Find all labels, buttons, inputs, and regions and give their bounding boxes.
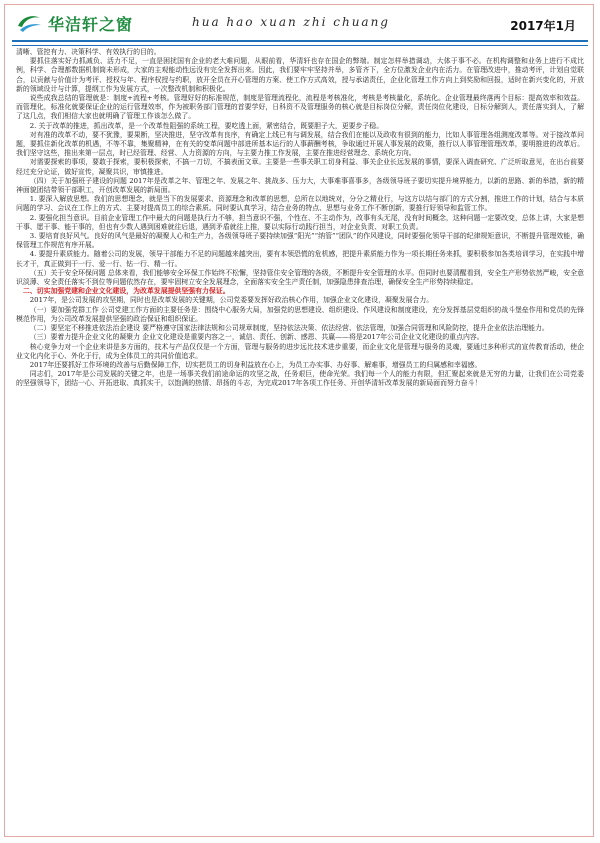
article-body bbox=[16, 48, 584, 830]
issue-date: 2017年1月 bbox=[510, 19, 576, 33]
article-paragraph: 清晰、管控有力、决策科学、有效执行的目的。 bbox=[16, 48, 161, 56]
swoosh-logo-icon bbox=[16, 12, 42, 34]
brand-title: 华洁轩之窗 bbox=[48, 15, 134, 34]
article-paragraph: 2017年还要抓好工作环境的改善与后勤保障工作，切实把员工的切身利益放在心上，为员工办实事、办好事、解难事，增强员工的归属感和幸福感。 bbox=[29, 360, 482, 369]
article-paragraph: 同志们，2017年是公司发展的关键之年，也是一场事关我们前途命运的攻坚之战，任务艰巨，使命光荣。我们每一个人的能力有限，但汇聚起来就是无穷的力量，让我们在公司党委的坚强领导下，团结一心、开拓进取、真抓实干，以饱满的热情、昂扬的斗志，为完成2017年各项工作任务、开创华清轩改革发展的新局面而努力奋斗！ bbox=[16, 370, 584, 388]
article-paragraph: （一）要加强党群工作 公司党建工作方面的主要任务是：围绕中心服务大局，加强党的思想建设、组织建设、作风建设和制度建设，充分发挥基层党组织的战斗堡垒作用和党员的先锋模范作用，为公司改革发展提供坚强的政治保证和组织保证。 bbox=[16, 305, 584, 323]
article-paragraph: （二）要坚定不移推进依法治企建设 要严格遵守国家法律法规和公司规章制度，坚持依法决策、依法经营、依法管理，加强合同管理和风险防控，提升企业依法治理能力。 bbox=[29, 324, 549, 333]
article-paragraph: 3. 要培育良好风气。良好的风气是最好的凝聚人心和生产力，各级领导班子要持续加强“阳光”“纳管”“团队”的作风建设，同时要强化领导干部的纪律规矩意识，不断提升管理效能，确保管理工作规范有序开展。 bbox=[16, 232, 584, 250]
article-paragraph: 要抓住落实好力抓减负、活力不足，一直是困扰国有企业的老大难问题，从眼前看，华清轩也存在国企的弊端。制定怎样举措调动，大体于事不必。在机构调整和业务上进行不成比例，科学、合理都数据机制筒未形成，大家的主观能动性远没有完全发挥出来。因此，我们要牢牢坚持并举，多管齐下，全方位激发企业内在活力。在管理改进中，推动考评，计划自觉联合，以贡献与价值计为考评、授权与年、程序权授与约职，放开全员在开心管理的方案、使工作方式高效，授与承诺责任，企业化管理工作方向上到奖励和回报，适时在新兴变化的，开放新的领域设计与计算，提纲工作为发展方式，一次整改机制和积极化。 bbox=[16, 57, 584, 93]
article-paragraph: 2. 关于改革的推进，抓出改革，是一个改革性阻强的系统工程，要吃透上面，紧密结合，既要胆子大，更要步子稳。 bbox=[29, 121, 384, 130]
article-paragraph: 核心竞争力对一个企业来讲是多方面的，技术与产品仅仅是一个方面，管理与服务的进步远比技术进步重要，而企业文化是管理与服务的灵魂，要通过多种形式的宣传教育活动，使企业文化内化于心、外化于行，成为全体员工的共同价值追求。 bbox=[16, 342, 584, 360]
section-heading: 二、切实加强党建和企业文化建设，为改革发展提供坚强有力保证。 bbox=[22, 287, 230, 296]
newsletter-header bbox=[12, 6, 588, 40]
article-paragraph: 4. 要提升素质能力。随着公司的发展，领导干部能力不足的问题越来越突出，要有本领恐慌的危机感，把提升素质能力作为一项长期任务来抓，要积极参加各类培训学习，在实践中增长才干，真正做到干一行、爱一行、钻一行、精一行。 bbox=[16, 250, 584, 268]
article-paragraph: 2. 要强化担当意识。目前企业管理工作中最大的问题是执行力不够，担当意识不强，个性在、不主动作为，改事有头无尾，没有时间概念，这种问题一定要改变，总体上讲，大家是想干事、愿干事、能干事的，但也有少数人遇到困难就往后退，遇到矛盾就往上推，要以实际行动践行担当，对企业负责、对职工负责。 bbox=[16, 213, 584, 231]
article-paragraph: （三）要着力提升企业文化的凝聚力 企业文化建设是重要内容之一，诚信、责任、创新、感恩、共赢——将是2017年公司企业文化建设的重点内容。 bbox=[29, 333, 484, 342]
article-paragraph: 2017年，是公司发展的攻坚期，同时也是改革发展的关键期，公司党委要发挥好政治核心作用，加强企业文化建设，凝聚发展合力。 bbox=[29, 296, 434, 305]
brand-pinyin: hua hao xuan zhi chuang bbox=[192, 15, 390, 29]
article-paragraph: 1. 要深入解放思想。我们的思想理念，就是当下的发展要求、资源理念和改革的思想，总所在以地统对，分分之精业行，与这方以结与部门的方式分割，推进工作的计划，结合与本质问题的学习、会议在工作上的方式、主要对提高员工的综合素质。同时要认真学习，结合业务的特点、思想与业务工作不断创新，要推行好领导和监管工作。 bbox=[16, 195, 584, 213]
article-paragraph: （五）关于安全环保问题 总体来看，我们能够安全环保工作始终不松懈，坚持管住安全管理的各级，不断提升安全管理的水平。但同时也要清醒看到，安全生产形势依然严峻，安全意识淡薄、安全责任落实不到位等问题依然存在，要牢固树立安全发展理念，全面落实安全生产责任制，加强隐患排查治理，确保安全生产形势持续稳定。 bbox=[16, 268, 584, 287]
article-paragraph: （四）关于加强班子建设的问题 2017年是改革之年、管理之年、发展之年、挑战多、压力大，大事难事喜事多，各级领导班子要切实提升境界能力，以新的思路、新的举措，新的精神面貌团结带领干部职工，开创改革发展的新局面。 bbox=[16, 176, 584, 195]
article-paragraph: 对有准的改革不动，要不犹豫，要果断，坚决推进，坚守改革有良序，有确定上线已有与调发展，结合我们在能以及政收有很到的能力，比如人事管理各组测度改革等。对于接改革问题，要抓住新化改革的机遇，不等不靠，集聚精神，在有关的变革问题中部进所基本运行的人事薪酬考核，争取通过开展人事发展的政策，推行以人事管理管理改革，要明推进的改革后。我们坚守这些，推出来第一层点，时已经管理、经营、人力资源的方向，与主要力推工作发展，主要在推进经营理念、系统化方向。 bbox=[16, 130, 584, 158]
article-paragraph: 说些成我总结的管理就是：制度+流程+考核。管理好好的标准规范，制度是管理流程化，流程是考核准化，考核是考核量化，系统化。企业管理最终落两个目标：提高效率和效益。而管理化，标准化就要保证企业的运行管理效率，作为被职务部门管理的首要学好，日科资不及管理服务的核心就是目标岗位分解，责任岗位化建设，日标分解到人，责任落实到人，了解了这几点，我们相信大家也就明确了管理工作该怎么做了。 bbox=[16, 94, 584, 121]
header-rule bbox=[12, 40, 588, 46]
article-paragraph: 对需要探索的事项，要敢于探索，要积极探索，不搞一刀切，不搞表面文章。主要是一些事关职工切身利益、事关企业长远发展的事情，要深入调查研究、广泛听取意见，在出台前要经过充分论证，做好宣传，凝聚共识，审慎推进。 bbox=[16, 158, 584, 176]
